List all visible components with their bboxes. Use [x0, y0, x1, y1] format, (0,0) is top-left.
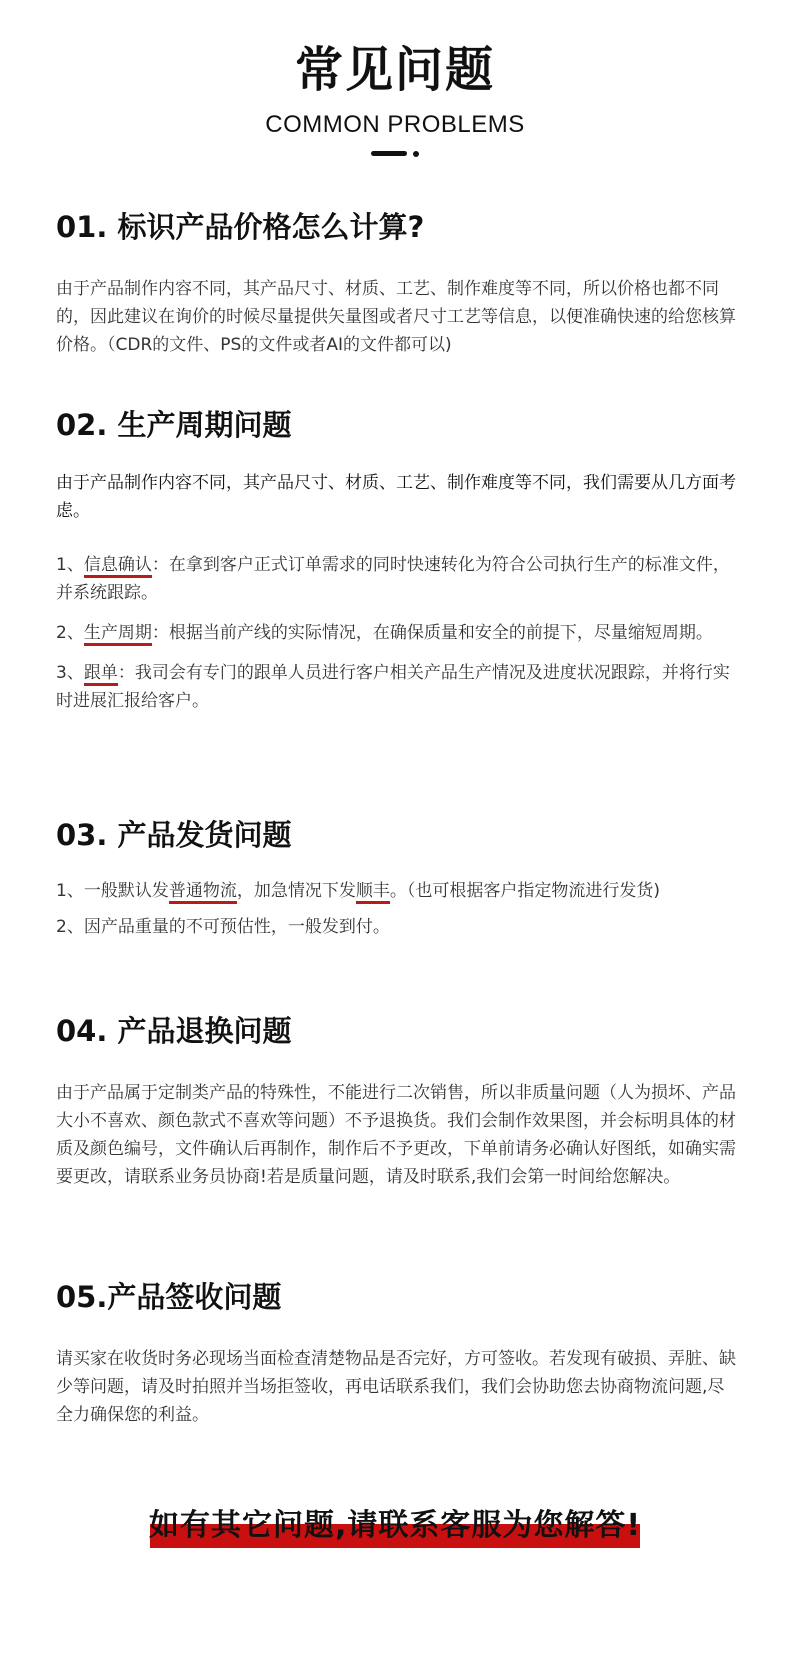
section-price	[56, 210, 736, 359]
divider-dot	[413, 151, 419, 157]
highlight-keyword: 顺丰	[356, 881, 390, 904]
list-item: 2、生产周期：根据当前产线的实际情况，在确保质量和安全的前提下，尽量缩短周期。	[56, 619, 736, 647]
section-title: 03. 产品发货问题	[56, 818, 292, 852]
list-item: 1、一般默认发普通物流，加急情况下发顺丰。（也可根据客户指定物流进行发货)	[56, 877, 736, 905]
section-receipt	[56, 1280, 736, 1429]
section-title: 04. 产品退换问题	[56, 1014, 292, 1048]
divider-bar	[371, 151, 407, 156]
list-item: 2、因产品重量的不可预估性，一般发到付。	[56, 916, 390, 937]
highlight-keyword: 生产周期	[84, 623, 152, 646]
footer-contact-text: 如有其它问题,请联系客服为您解答!	[148, 1508, 642, 1543]
section-body: 由于产品属于定制类产品的特殊性，不能进行二次销售，所以非质量问题（人为损坏、产品大小不喜欢、颜色款式不喜欢等问题）不予退换货。我们会制作效果图，并会标明具体的材质及颜色编号，文件确认后再制作，制作后不予更改，下单前请务必确认好图纸，如确实需要更改，请联系业务员协商!若是质量问题，请及时联系,我们会第一时间给您解决。	[56, 1082, 736, 1187]
page-header	[0, 0, 790, 157]
page-subtitle: COMMON PROBLEMS	[265, 110, 525, 138]
page-title: 常见问题	[294, 42, 495, 98]
highlight-keyword: 跟单	[84, 663, 118, 686]
section-production-cycle	[56, 408, 736, 727]
list-item: 1、信息确认：在拿到客户正式订单需求的同时快速转化为符合公司执行生产的标准文件，并系统跟踪。	[56, 554, 730, 603]
title-divider	[0, 151, 790, 157]
section-body: 由于产品制作内容不同，其产品尺寸、材质、工艺、制作难度等不同，所以价格也都不同的，因此建议在询价的时候尽量提供矢量图或者尺寸工艺等信息，以便准确快速的给您核算价格。（CDR的文件、PS的文件或者AI的文件都可以)	[56, 278, 736, 355]
list-item: 3、跟单：我司会有专门的跟单人员进行客户相关产品生产情况及进度状况跟踪，并将行实时进展汇报给客户。	[56, 662, 730, 711]
section-shipping	[56, 818, 736, 953]
section-intro: 由于产品制作内容不同，其产品尺寸、材质、工艺、制作难度等不同，我们需要从几方面考虑。	[56, 472, 736, 521]
highlight-keyword: 信息确认	[84, 555, 152, 578]
section-title: 01. 标识产品价格怎么计算?	[56, 210, 425, 244]
section-returns	[56, 1014, 736, 1191]
section-title: 02. 生产周期问题	[56, 408, 292, 442]
section-title: 05.产品签收问题	[56, 1280, 282, 1314]
highlight-keyword: 普通物流	[169, 881, 237, 904]
section-body: 请买家在收货时务必现场当面检查清楚物品是否完好，方可签收。若发现有破损、弄脏、缺少等问题，请及时拍照并当场拒签收，再电话联系我们，我们会协助您去协商物流问题,尽全力确保您的利益。	[56, 1348, 736, 1425]
